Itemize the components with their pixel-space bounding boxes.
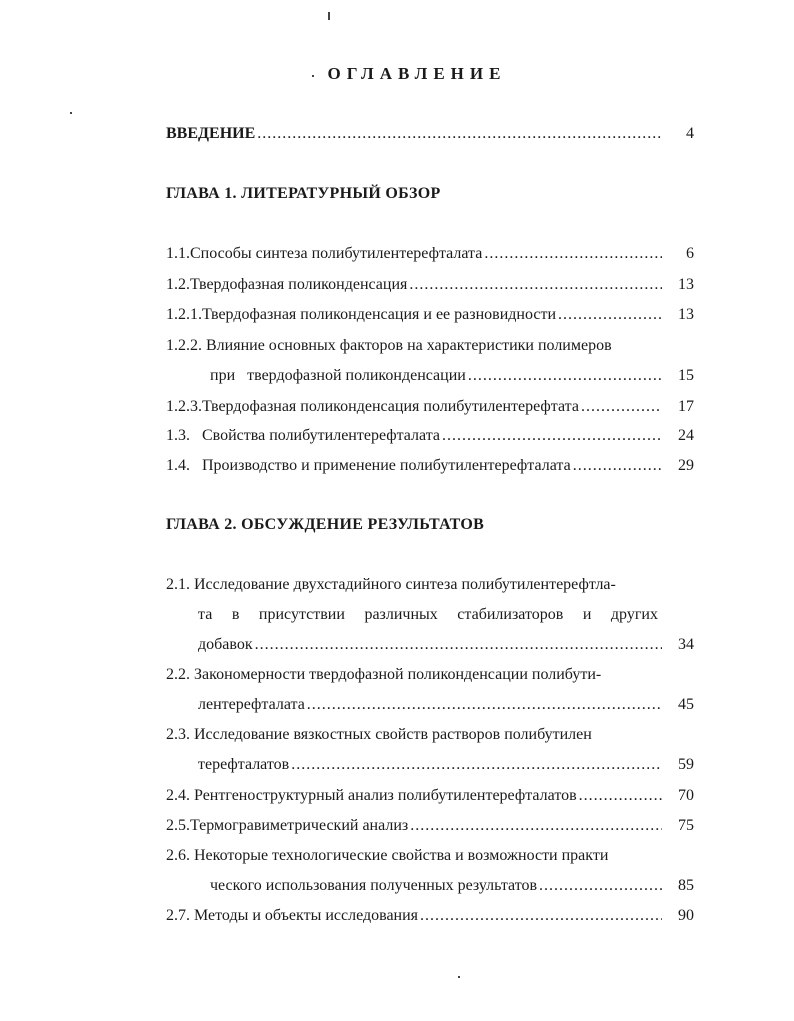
toc-entry bbox=[166, 244, 694, 264]
toc-entry bbox=[166, 725, 694, 775]
toc-entry bbox=[166, 575, 694, 655]
scan-speck bbox=[458, 976, 460, 978]
leader-dots bbox=[307, 695, 662, 715]
toc-entry bbox=[166, 336, 694, 386]
word: и bbox=[582, 606, 592, 623]
toc-entry-label: 1.2.1.Твердофазная поликонденсация и ее разновидности bbox=[166, 306, 557, 323]
leader-dots bbox=[410, 816, 662, 836]
toc-entry-label: при твердофазной поликонденсации bbox=[210, 367, 466, 384]
toc-entry-label: 1.3. Свойства полибутилентерефталата bbox=[166, 427, 440, 444]
word: стабилизаторов bbox=[457, 606, 564, 623]
toc-page-number: 45 bbox=[678, 696, 694, 713]
toc-entry-label: 1.2.2. Влияние основных факторов на характеристики полимеров bbox=[166, 337, 612, 354]
toc-entry bbox=[166, 426, 694, 446]
scan-speck bbox=[70, 112, 72, 114]
word: та bbox=[198, 606, 213, 623]
leader-dots bbox=[484, 244, 662, 264]
toc-page-number: 15 bbox=[678, 367, 694, 384]
toc-entry-label: 1.2.3.Твердофазная поликонденсация полибутилентерефтата bbox=[166, 398, 579, 415]
chapter-heading: ГЛАВА 1. ЛИТЕРАТУРНЫЙ ОБЗОР bbox=[166, 185, 441, 202]
toc-entry bbox=[166, 275, 694, 295]
leader-dots bbox=[558, 305, 662, 325]
toc-entry bbox=[166, 305, 694, 325]
toc-entry-label: добавок bbox=[198, 636, 253, 653]
toc-entry-label: 2.7. Методы и объекты исследования bbox=[166, 907, 419, 924]
leader-dots bbox=[539, 876, 662, 896]
toc-entry-label: 2.3. Исследование вязкостных свойств растворов полибутилен bbox=[166, 726, 592, 743]
toc-entry-label: 1.1.Способы синтеза полибутилентерефталата bbox=[166, 245, 483, 262]
leader-dots bbox=[468, 366, 662, 386]
toc-entry-label: ВВЕДЕНИЕ bbox=[166, 125, 256, 142]
toc-page-number: 85 bbox=[678, 877, 694, 894]
toc-entry bbox=[166, 906, 694, 926]
leader-dots bbox=[257, 124, 662, 144]
toc-entry-label-justified bbox=[198, 605, 658, 625]
toc-page-number: 70 bbox=[678, 787, 694, 804]
toc-entry bbox=[166, 397, 694, 417]
toc-entry-label: 2.4. Рентгеноструктурный анализ полибутилентерефталатов bbox=[166, 787, 577, 804]
toc-entry bbox=[166, 456, 694, 476]
leader-dots bbox=[442, 426, 662, 446]
toc-entry-label: 1.4. Производство и применение полибутилентерефталата bbox=[166, 457, 571, 474]
toc-page-number: 34 bbox=[678, 636, 694, 653]
toc-entry bbox=[166, 846, 694, 896]
leader-dots bbox=[291, 755, 662, 775]
scan-speck bbox=[328, 12, 330, 20]
leader-dots bbox=[573, 456, 662, 476]
toc-entry-label: 1.2.Твердофазная поликонденсация bbox=[166, 276, 408, 293]
toc-entry-label: терефталатов bbox=[198, 756, 290, 773]
leader-dots bbox=[255, 635, 662, 655]
word: других bbox=[610, 606, 658, 623]
toc-entry-label: 2.5.Термогравиметрический анализ bbox=[166, 817, 409, 834]
toc-entry-label: 2.6. Некоторые технологические свойства и возможности практи bbox=[166, 847, 609, 864]
toc-page-number: 75 bbox=[678, 817, 694, 834]
toc-page-number: 13 bbox=[678, 306, 694, 323]
toc-page-number: 24 bbox=[678, 427, 694, 444]
leader-dots bbox=[579, 786, 662, 806]
toc-page-number: 59 bbox=[678, 756, 694, 773]
leader-dots bbox=[581, 397, 662, 417]
toc-entry-label: ческого использования полученных результатов bbox=[210, 877, 538, 894]
leader-dots bbox=[409, 275, 662, 295]
toc-entry bbox=[166, 665, 694, 715]
toc-page-number: 4 bbox=[686, 125, 694, 142]
toc-entry-label: лентерефталата bbox=[198, 696, 305, 713]
toc-page-number: 29 bbox=[678, 457, 694, 474]
word: в bbox=[231, 606, 240, 623]
toc-entry bbox=[166, 786, 694, 806]
leader-dots bbox=[420, 906, 662, 926]
chapter-heading: ГЛАВА 2. ОБСУЖДЕНИЕ РЕЗУЛЬТАТОВ bbox=[166, 516, 485, 533]
toc-entry bbox=[166, 816, 694, 836]
toc-entry-label: 2.1. Исследование двухстадийного синтеза полибутилентерефтла- bbox=[166, 576, 616, 593]
page-title: ОГЛАВЛЕНИЕ bbox=[327, 64, 507, 83]
toc-page-number: 13 bbox=[678, 276, 694, 293]
word: различных bbox=[364, 606, 438, 623]
toc-entry-label: 2.2. Закономерности твердофазной поликонденсации полибути- bbox=[166, 666, 602, 683]
toc-page-number: 90 bbox=[678, 907, 694, 924]
toc-page-number: 17 bbox=[678, 398, 694, 415]
toc-page-number: 6 bbox=[686, 245, 694, 262]
toc-entry-intro bbox=[166, 124, 694, 144]
word: присутствии bbox=[258, 606, 345, 623]
